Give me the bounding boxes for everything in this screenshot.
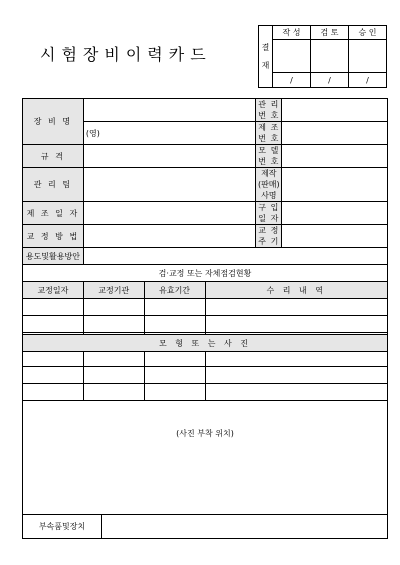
approval-date-approve[interactable]: /	[349, 73, 387, 88]
field-spec[interactable]	[83, 145, 255, 168]
field-management-no[interactable]	[282, 99, 388, 122]
field-serial-no[interactable]	[282, 122, 388, 145]
approval-sign-approve[interactable]	[349, 40, 387, 73]
approval-box	[258, 25, 387, 88]
label-management-no: 관 리 번 호	[256, 99, 282, 122]
col-calibration-agency: 교정기관	[83, 282, 144, 299]
page-title: 시험장비이력카드	[40, 45, 212, 64]
field-equipment-name[interactable]	[83, 99, 255, 122]
field-team[interactable]	[83, 168, 255, 202]
field-manufacturer[interactable]	[282, 168, 388, 202]
approval-date-author[interactable]: /	[273, 73, 311, 88]
label-serial-no: 제 조 번 호	[256, 122, 282, 145]
label-purchase-date: 구 입 일 자	[256, 202, 282, 225]
photo-header-table	[22, 334, 388, 352]
field-accessories[interactable]	[102, 515, 388, 538]
field-mfg-date[interactable]	[83, 202, 255, 225]
field-usage-plan[interactable]	[83, 248, 387, 265]
field-calibration-cycle[interactable]	[282, 225, 388, 248]
field-purchase-date[interactable]	[282, 202, 388, 225]
field-equipment-name-en[interactable]: (영)	[83, 122, 255, 145]
accessory-table	[22, 515, 388, 539]
approval-col-approve: 승 인	[349, 26, 387, 40]
label-model-no: 모 델 번 호	[256, 145, 282, 168]
photo-section-header: 모 형 또 는 사 진	[23, 335, 388, 352]
label-calibration-cycle: 교 정 주 기	[256, 225, 282, 248]
label-mfg-date: 제 조 일 자	[23, 202, 84, 225]
field-model-no[interactable]	[282, 145, 388, 168]
col-valid-period: 유효기간	[144, 282, 205, 299]
photo-area[interactable]	[22, 351, 388, 515]
approval-sign-review[interactable]	[311, 40, 349, 73]
label-spec: 규 격	[23, 145, 84, 168]
approval-sign-author[interactable]	[273, 40, 311, 73]
table-row	[23, 316, 388, 333]
label-usage-plan: 용도및활용방안	[23, 248, 84, 265]
label-equipment-name: 장 비 명	[23, 99, 84, 145]
label-team: 관 리 팀	[23, 168, 84, 202]
approval-col-review: 검 토	[311, 26, 349, 40]
label-accessories: 부속품및장치	[23, 515, 102, 538]
table-row	[23, 299, 388, 316]
approval-col-author: 작 성	[273, 26, 311, 40]
approval-side-label: 결 재	[259, 26, 273, 88]
label-calibration-method: 교 정 방 법	[23, 225, 84, 248]
photo-placeholder: (사진 부착 위치)	[176, 429, 234, 438]
label-manufacturer: 제작(판매)사명	[256, 168, 282, 202]
col-calibration-date: 교정일자	[23, 282, 84, 299]
field-calibration-method[interactable]	[83, 225, 255, 248]
col-repair-history: 수 리 내 역	[205, 282, 388, 299]
approval-date-review[interactable]: /	[311, 73, 349, 88]
inspection-section-header: 검·교정 또는 자체점검현황	[23, 265, 388, 282]
